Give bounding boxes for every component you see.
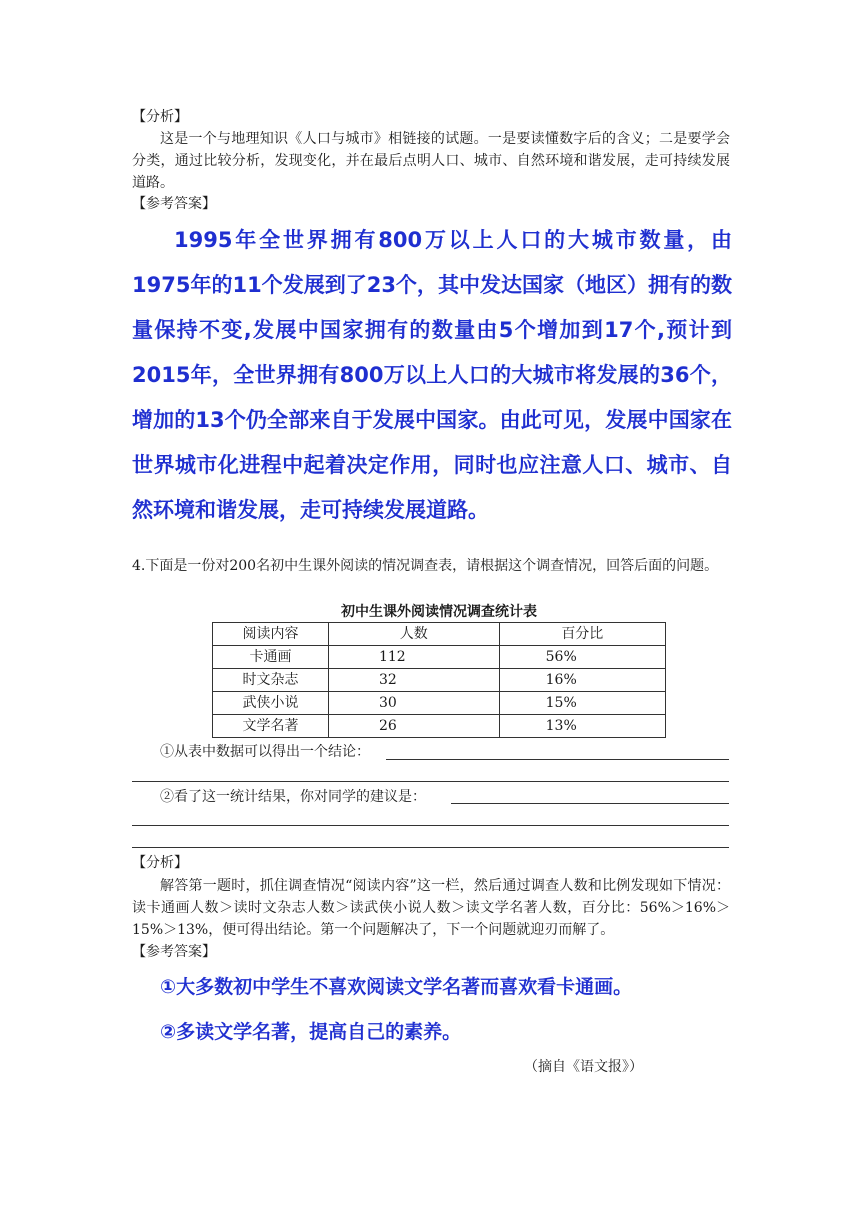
answer-blank-2c[interactable] bbox=[132, 847, 729, 848]
table-cell: 武侠小说 bbox=[213, 692, 329, 715]
header-cell: 百分比 bbox=[499, 623, 665, 646]
table-cell: 15% bbox=[499, 692, 665, 715]
table-cell: 56% bbox=[499, 646, 665, 669]
question-4-2: ②看了这一统计结果，你对同学的建议是： bbox=[160, 789, 426, 805]
table-cell: 26 bbox=[328, 715, 499, 738]
answer-blank-2b[interactable] bbox=[132, 825, 729, 826]
question-4-text: 4.下面是一份对200名初中生课外阅读的情况调查表，请根据这个调查情况，回答后面的问题。 bbox=[132, 558, 719, 574]
table-cell: 16% bbox=[499, 669, 665, 692]
analysis-text-2: 解答第一题时，抓住调查情况“阅读内容”这一栏，然后通过调查人数和比例发现如下情况：读卡通画人数＞读时文杂志人数＞读武侠小说人数＞读文学名著人数，百分比：56%＞16%＞15%＞13%，便可得出结论。第一个问题解决了，下一个问题就迎刃而解了。 bbox=[132, 878, 730, 938]
table-cell: 文学名著 bbox=[213, 715, 329, 738]
answer-label-1: 【参考答案】 bbox=[132, 196, 216, 212]
answer-blank-1b[interactable] bbox=[132, 781, 729, 782]
question-4-1: ①从表中数据可以得出一个结论： bbox=[160, 744, 370, 760]
answer-1: ①大多数初中学生不喜欢阅读文学名著而喜欢看卡通画。 bbox=[160, 976, 633, 998]
analysis-text-1: 这是一个与地理知识《人口与城市》相链接的试题。一是要读懂数字后的含义；二是要学会分类，通过比较分析，发现变化，并在最后点明人口、城市、自然环境和谐发展，走可持续发展道路。 bbox=[132, 131, 730, 191]
table-row bbox=[213, 669, 666, 692]
table-row bbox=[213, 715, 666, 738]
answer-label-2: 【参考答案】 bbox=[132, 944, 216, 960]
table-row bbox=[213, 646, 666, 669]
source-citation: （摘自《语文报》） bbox=[524, 1059, 643, 1075]
table-cell: 112 bbox=[328, 646, 499, 669]
table-cell: 32 bbox=[328, 669, 499, 692]
table-cell: 时文杂志 bbox=[213, 669, 329, 692]
analysis-label-1: 【分析】 bbox=[132, 109, 188, 125]
answer-blank-1a[interactable] bbox=[386, 759, 729, 760]
table-row bbox=[213, 692, 666, 715]
header-cell: 阅读内容 bbox=[213, 623, 329, 646]
analysis-label-2: 【分析】 bbox=[132, 855, 188, 871]
header-cell: 人数 bbox=[328, 623, 499, 646]
table-header-row bbox=[213, 623, 666, 646]
table-cell: 卡通画 bbox=[213, 646, 329, 669]
survey-table bbox=[212, 622, 666, 738]
table-cell: 13% bbox=[499, 715, 665, 738]
table-title: 初中生课外阅读情况调查统计表 bbox=[341, 604, 537, 620]
table-cell: 30 bbox=[328, 692, 499, 715]
answer-2: ②多读文学名著，提高自己的素养。 bbox=[160, 1021, 462, 1043]
answer-blank-2a[interactable] bbox=[451, 803, 729, 804]
answer-text-1: 1995年全世界拥有800万以上人口的大城市数量，由1975年的11个发展到了23个，其中发达国家（地区）拥有的数量保持不变,发展中国家拥有的数量由5个增加到17个,预计到2015年，全世界拥有800万以上人口的大城市将发展的36个，增加的13个仍全部来自于发展中国家。由此可见，发展中国家在世界城市化进程中起着决定作用，同时也应注意人口、城市、自然环境和谐发展，走可持续发展道路。 bbox=[132, 228, 732, 522]
